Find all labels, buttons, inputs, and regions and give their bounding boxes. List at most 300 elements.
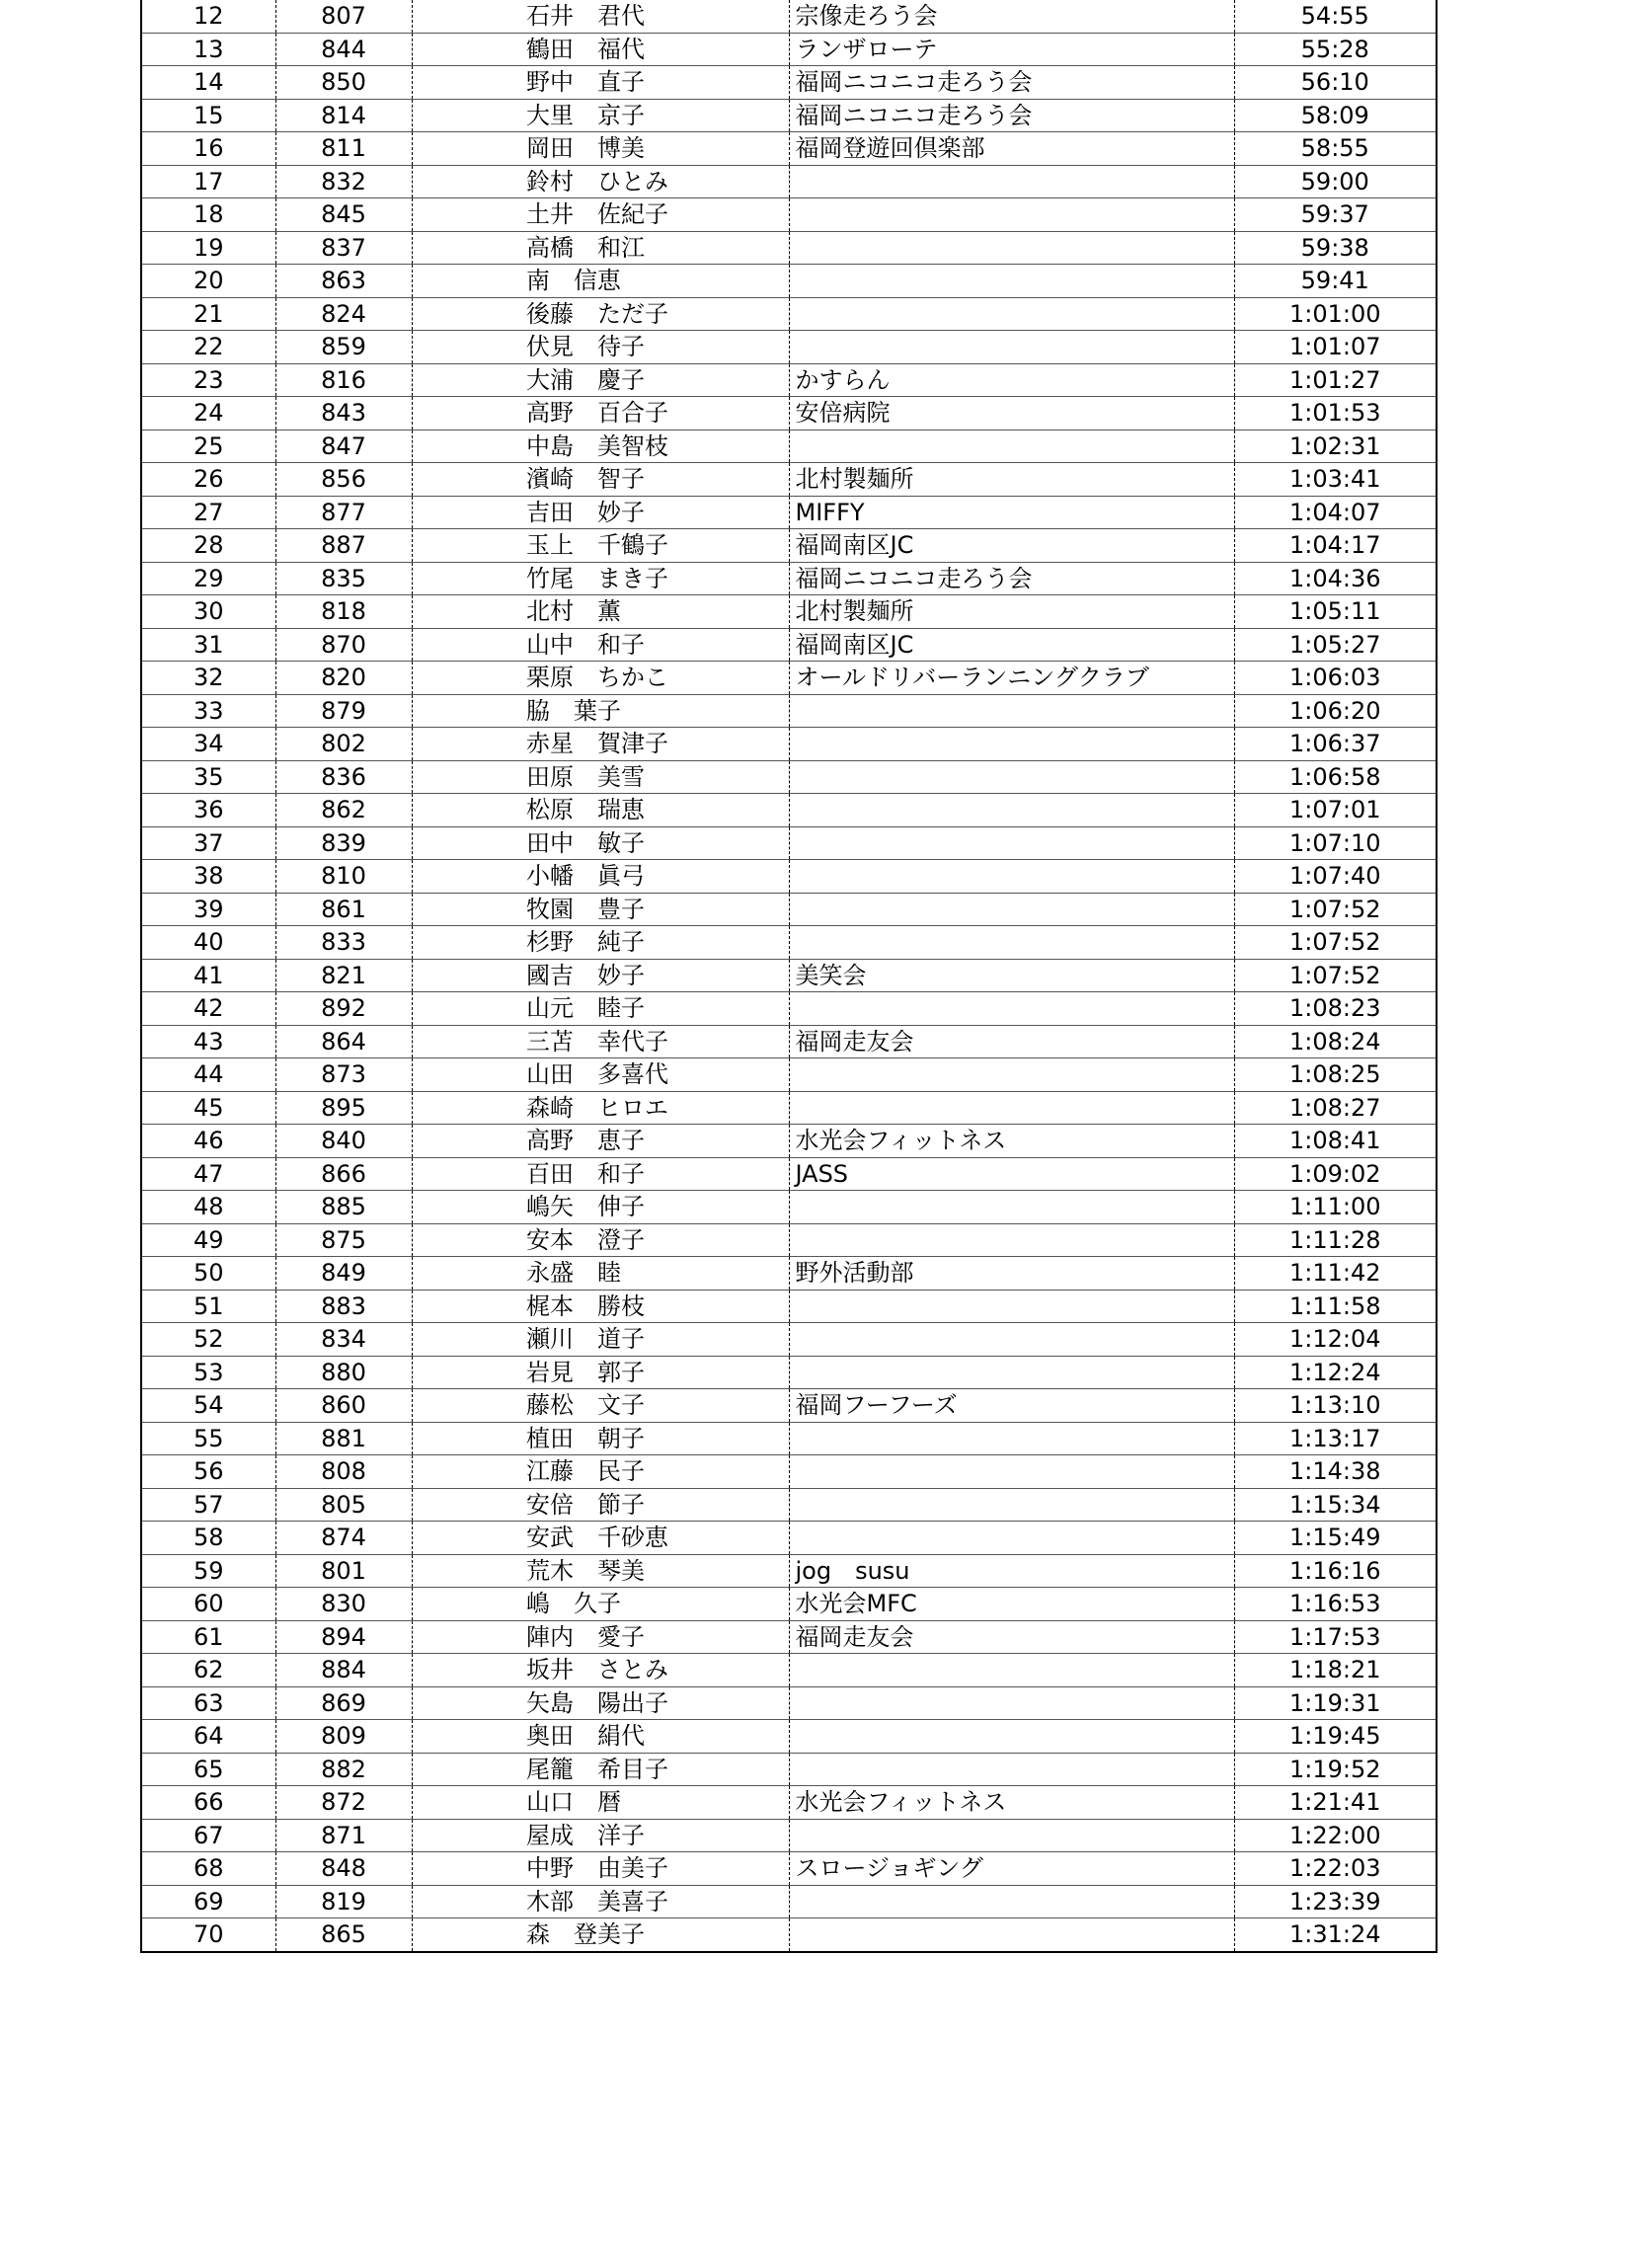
rank-cell: 42 — [141, 992, 275, 1026]
bib-number-cell: 892 — [275, 992, 412, 1026]
runner-name: 屋成 洋子 — [526, 1821, 645, 1849]
table-row — [141, 363, 1437, 397]
table-row — [141, 1356, 1437, 1389]
rank-cell: 55 — [141, 1422, 275, 1455]
runner-name-cell — [412, 1422, 789, 1455]
finish-time-cell: 1:15:49 — [1234, 1522, 1437, 1555]
rank-cell: 35 — [141, 760, 275, 794]
finish-time-cell: 1:12:04 — [1234, 1323, 1437, 1357]
table-row — [141, 595, 1437, 629]
club-cell: ランザローテ — [789, 33, 1234, 66]
runner-name: 北村 薫 — [526, 597, 621, 626]
club-cell — [789, 1819, 1234, 1852]
table-row — [141, 0, 1437, 33]
rank-cell: 56 — [141, 1455, 275, 1489]
finish-time-cell: 1:08:27 — [1234, 1091, 1437, 1125]
club-cell: 北村製麺所 — [789, 463, 1234, 497]
runner-name-cell — [412, 1620, 789, 1654]
runner-name-cell — [412, 1356, 789, 1389]
club-cell — [789, 1918, 1234, 1952]
runner-name-cell — [412, 926, 789, 960]
finish-time-cell: 1:08:24 — [1234, 1025, 1437, 1058]
bib-number-cell: 811 — [275, 132, 412, 166]
rank-cell: 57 — [141, 1488, 275, 1522]
bib-number-cell: 821 — [275, 959, 412, 992]
bib-number-cell: 880 — [275, 1356, 412, 1389]
rank-cell: 33 — [141, 694, 275, 728]
runner-name-cell — [412, 1654, 789, 1687]
runner-name-cell — [412, 860, 789, 894]
rank-cell: 47 — [141, 1157, 275, 1191]
finish-time-cell: 1:22:00 — [1234, 1819, 1437, 1852]
finish-time-cell: 1:31:24 — [1288, 1920, 1381, 1949]
runner-name-cell — [412, 1091, 789, 1125]
club-cell: 福岡ニコニコ走ろう会 — [789, 562, 1234, 595]
rank-cell: 16 — [141, 132, 275, 166]
rank-cell: 54 — [141, 1389, 275, 1423]
runner-name-cell — [412, 1720, 789, 1754]
table-row — [141, 1522, 1437, 1555]
finish-time-cell: 1:13:17 — [1234, 1422, 1437, 1455]
results-body — [141, 0, 1437, 1952]
results-table — [140, 0, 1438, 1953]
club-cell: 福岡走友会 — [789, 1620, 1234, 1654]
runner-name-cell — [412, 1753, 789, 1786]
rank-cell: 50 — [141, 1257, 275, 1290]
runner-name-cell — [412, 231, 789, 265]
runner-name: 野中 直子 — [526, 68, 645, 97]
runner-name: 江藤 民子 — [526, 1457, 645, 1486]
runner-name-cell — [412, 33, 789, 66]
table-row — [141, 628, 1437, 662]
bib-number-cell: 879 — [275, 694, 412, 728]
rank-cell: 12 — [141, 0, 275, 33]
runner-name-cell — [412, 893, 789, 926]
runner-name-cell — [412, 1455, 789, 1489]
runner-name-cell — [412, 66, 789, 100]
rank-cell: 30 — [141, 595, 275, 629]
rank-cell: 43 — [141, 1025, 275, 1058]
club-cell — [789, 231, 1234, 265]
runner-name: 岩見 郭子 — [526, 1358, 645, 1386]
bib-number-cell: 824 — [275, 297, 412, 331]
finish-time-cell: 1:07:52 — [1234, 926, 1437, 960]
bib-number-cell: 807 — [275, 0, 412, 33]
rank-cell: 34 — [141, 728, 275, 761]
table-row — [141, 397, 1437, 430]
table-row — [141, 198, 1437, 232]
club-cell — [789, 860, 1234, 894]
table-row — [141, 959, 1437, 992]
table-row — [141, 926, 1437, 960]
runner-name-cell — [412, 694, 789, 728]
runner-name-cell — [412, 1852, 789, 1886]
table-row — [141, 1918, 1437, 1952]
rank-cell: 69 — [141, 1885, 275, 1918]
table-row — [141, 1852, 1437, 1886]
rank-cell: 40 — [141, 926, 275, 960]
table-row — [141, 1223, 1437, 1257]
table-row — [141, 1819, 1437, 1852]
runner-name: 玉上 千鶴子 — [526, 531, 668, 560]
finish-time-cell: 1:03:41 — [1234, 463, 1437, 497]
bib-number-cell: 884 — [275, 1654, 412, 1687]
finish-time-cell: 54:55 — [1234, 0, 1437, 33]
runner-name: 高橋 和江 — [526, 233, 645, 262]
club-cell: JASS — [789, 1157, 1234, 1191]
bib-number-cell: 862 — [275, 794, 412, 827]
table-row — [141, 562, 1437, 595]
bib-number-cell: 865 — [275, 1918, 412, 1952]
bib-number-cell: 818 — [275, 595, 412, 629]
runner-name-cell — [412, 99, 789, 132]
table-row — [141, 331, 1437, 364]
rank-cell: 52 — [141, 1323, 275, 1357]
runner-name-cell — [412, 1554, 789, 1588]
club-cell — [789, 694, 1234, 728]
bib-number-cell: 835 — [275, 562, 412, 595]
runner-name-cell — [412, 1885, 789, 1918]
finish-time-cell: 1:07:52 — [1234, 893, 1437, 926]
rank-cell: 36 — [141, 794, 275, 827]
club-cell — [789, 794, 1234, 827]
finish-time-cell: 1:01:00 — [1234, 297, 1437, 331]
runner-name: 木部 美喜子 — [526, 1887, 668, 1916]
club-cell: 福岡ニコニコ走ろう会 — [789, 99, 1234, 132]
club-cell — [789, 1885, 1234, 1918]
table-row — [141, 1125, 1437, 1158]
runner-name-cell — [412, 1125, 789, 1158]
bib-number-cell: 805 — [275, 1488, 412, 1522]
bib-number-cell: 809 — [275, 1720, 412, 1754]
bib-number-cell: 834 — [275, 1323, 412, 1357]
rank-cell: 49 — [141, 1223, 275, 1257]
table-row — [141, 1025, 1437, 1058]
runner-name: 山元 睦子 — [526, 994, 645, 1023]
runner-name: 山田 多喜代 — [526, 1060, 668, 1089]
bib-number-cell: 856 — [275, 463, 412, 497]
finish-time-cell: 1:19:45 — [1234, 1720, 1437, 1754]
finish-time-cell: 56:10 — [1234, 66, 1437, 100]
bib-number-cell: 894 — [275, 1620, 412, 1654]
finish-time-cell: 1:11:58 — [1234, 1290, 1437, 1323]
runner-name: 栗原 ちかこ — [526, 664, 668, 692]
finish-time-cell: 1:06:20 — [1234, 694, 1437, 728]
runner-name-cell — [412, 0, 789, 33]
finish-time-cell: 1:04:17 — [1234, 529, 1437, 563]
club-cell — [789, 297, 1234, 331]
rank-cell: 60 — [141, 1588, 275, 1621]
runner-name: 坂井 さとみ — [526, 1656, 668, 1684]
runner-name-cell — [412, 628, 789, 662]
finish-time-cell: 1:11:00 — [1234, 1191, 1437, 1224]
table-row — [141, 694, 1437, 728]
bib-number-cell: 895 — [275, 1091, 412, 1125]
finish-time-cell: 59:37 — [1234, 198, 1437, 232]
bib-number-cell: 840 — [275, 1125, 412, 1158]
table-row — [141, 1323, 1437, 1357]
rank-cell: 17 — [141, 165, 275, 198]
table-row — [141, 1885, 1437, 1918]
club-cell: 水光会フィットネス — [789, 1786, 1234, 1820]
runner-name: 脇 葉子 — [526, 696, 621, 725]
table-row — [141, 529, 1437, 563]
finish-time-cell: 1:04:36 — [1234, 562, 1437, 595]
runner-name: 鶴田 福代 — [526, 35, 645, 63]
rank-cell: 20 — [141, 265, 275, 298]
finish-time-cell: 1:21:41 — [1234, 1786, 1437, 1820]
bib-number-cell: 808 — [275, 1455, 412, 1489]
club-cell — [789, 1058, 1234, 1092]
club-cell — [789, 430, 1234, 463]
finish-time-cell: 1:15:34 — [1234, 1488, 1437, 1522]
club-cell — [789, 1488, 1234, 1522]
club-cell — [789, 893, 1234, 926]
bib-number-cell: 845 — [275, 198, 412, 232]
finish-time-cell: 1:08:23 — [1234, 992, 1437, 1026]
club-cell — [789, 992, 1234, 1026]
finish-time-cell: 1:01:07 — [1234, 331, 1437, 364]
runner-name-cell — [412, 1488, 789, 1522]
runner-name: 石井 君代 — [526, 2, 645, 31]
table-row — [141, 893, 1437, 926]
finish-time-cell: 1:07:52 — [1234, 959, 1437, 992]
table-row — [141, 1455, 1437, 1489]
runner-name-cell — [412, 1257, 789, 1290]
finish-time-cell: 59:41 — [1234, 265, 1437, 298]
bib-number-cell: 820 — [275, 662, 412, 695]
table-row — [141, 1157, 1437, 1191]
runner-name-cell — [412, 132, 789, 166]
table-row — [141, 760, 1437, 794]
club-cell — [789, 1455, 1234, 1489]
runner-name: 鈴村 ひとみ — [526, 167, 668, 196]
runner-name-cell — [412, 1588, 789, 1621]
rank-cell: 21 — [141, 297, 275, 331]
runner-name-cell — [412, 959, 789, 992]
bib-number-cell: 810 — [275, 860, 412, 894]
runner-name: 大浦 慶子 — [526, 365, 645, 394]
bib-number-cell: 875 — [275, 1223, 412, 1257]
runner-name-cell — [412, 1819, 789, 1852]
finish-time-cell: 1:16:16 — [1234, 1554, 1437, 1588]
rank-cell: 65 — [141, 1753, 275, 1786]
rank-cell: 53 — [141, 1356, 275, 1389]
table-row — [141, 66, 1437, 100]
club-cell: jog susu — [789, 1554, 1234, 1588]
runner-name-cell — [412, 363, 789, 397]
finish-time-cell: 1:09:02 — [1234, 1157, 1437, 1191]
table-row — [141, 1257, 1437, 1290]
table-row — [141, 826, 1437, 860]
club-cell — [789, 1522, 1234, 1555]
runner-name-cell — [412, 1686, 789, 1720]
finish-time-cell: 1:01:27 — [1234, 363, 1437, 397]
table-row — [141, 1191, 1437, 1224]
runner-name: 山中 和子 — [526, 630, 645, 659]
runner-name: 吉田 妙子 — [526, 498, 645, 526]
table-row — [141, 728, 1437, 761]
bib-number-cell: 860 — [275, 1389, 412, 1423]
runner-name: 伏見 待子 — [526, 333, 645, 361]
table-row — [141, 1588, 1437, 1621]
runner-name: 松原 瑞恵 — [526, 796, 645, 824]
rank-cell: 58 — [141, 1522, 275, 1555]
club-cell — [789, 1753, 1234, 1786]
bib-number-cell: 859 — [275, 331, 412, 364]
club-cell: 水光会MFC — [789, 1588, 1234, 1621]
club-cell — [789, 728, 1234, 761]
bib-number-cell: 849 — [275, 1257, 412, 1290]
rank-cell: 26 — [141, 463, 275, 497]
table-row — [141, 231, 1437, 265]
runner-name-cell — [412, 1323, 789, 1357]
table-row — [141, 1290, 1437, 1323]
bib-number-cell: 871 — [275, 1819, 412, 1852]
rank-cell: 28 — [141, 529, 275, 563]
rank-cell: 25 — [141, 430, 275, 463]
runner-name: 安武 千砂恵 — [526, 1524, 668, 1552]
bib-number-cell: 836 — [275, 760, 412, 794]
table-row — [141, 992, 1437, 1026]
club-cell — [789, 1223, 1234, 1257]
runner-name: 中野 由美子 — [526, 1854, 668, 1883]
runner-name: 小幡 眞弓 — [526, 862, 645, 891]
rank-cell: 19 — [141, 231, 275, 265]
bib-number-cell: 872 — [275, 1786, 412, 1820]
bib-number-cell: 847 — [275, 430, 412, 463]
bib-number-cell: 833 — [275, 926, 412, 960]
finish-time-cell: 1:13:10 — [1234, 1389, 1437, 1423]
rank-cell: 29 — [141, 562, 275, 595]
bib-number-cell: 866 — [275, 1157, 412, 1191]
finish-time-cell: 58:55 — [1234, 132, 1437, 166]
runner-name-cell — [412, 1290, 789, 1323]
rank-cell: 32 — [141, 662, 275, 695]
runner-name: 矢島 陽出子 — [526, 1688, 668, 1717]
runner-name-cell — [412, 794, 789, 827]
table-row — [141, 1753, 1437, 1786]
rank-cell: 64 — [141, 1720, 275, 1754]
finish-time-cell: 1:05:11 — [1234, 595, 1437, 629]
runner-name-cell — [412, 1223, 789, 1257]
finish-time-cell: 1:19:52 — [1234, 1753, 1437, 1786]
rank-cell: 51 — [141, 1290, 275, 1323]
bib-number-cell: 882 — [275, 1753, 412, 1786]
table-row — [141, 1554, 1437, 1588]
club-cell — [789, 1654, 1234, 1687]
club-cell: 安倍病院 — [789, 397, 1234, 430]
club-cell — [789, 1191, 1234, 1224]
runner-name: 牧園 豊子 — [526, 895, 645, 923]
rank-cell: 13 — [141, 33, 275, 66]
rank-cell: 68 — [141, 1852, 275, 1886]
rank-cell: 23 — [141, 363, 275, 397]
table-row — [141, 33, 1437, 66]
rank-cell: 18 — [141, 198, 275, 232]
runner-name: 赤星 賀津子 — [526, 730, 668, 758]
bib-number-cell: 816 — [275, 363, 412, 397]
bib-number-cell: 832 — [275, 165, 412, 198]
runner-name-cell — [412, 297, 789, 331]
runner-name-cell — [412, 728, 789, 761]
runner-name: 安本 澄子 — [526, 1225, 645, 1254]
club-cell — [789, 265, 1234, 298]
rank-cell: 22 — [141, 331, 275, 364]
bib-number-cell: 837 — [275, 231, 412, 265]
table-row — [141, 165, 1437, 198]
bib-number-cell: 877 — [275, 496, 412, 529]
club-cell: 福岡登遊回倶楽部 — [789, 132, 1234, 166]
finish-time-cell: 59:38 — [1234, 231, 1437, 265]
bib-number-cell: 830 — [275, 1588, 412, 1621]
club-cell: 美笑会 — [789, 959, 1234, 992]
table-row — [141, 496, 1437, 529]
club-cell — [789, 1290, 1234, 1323]
runner-name: 奥田 絹代 — [526, 1722, 645, 1751]
runner-name: 藤松 文子 — [526, 1391, 645, 1420]
bib-number-cell: 873 — [275, 1058, 412, 1092]
rank-cell: 48 — [141, 1191, 275, 1224]
finish-time-cell: 1:11:42 — [1234, 1257, 1437, 1290]
rank-cell: 37 — [141, 826, 275, 860]
table-row — [141, 430, 1437, 463]
table-row — [141, 794, 1437, 827]
runner-name-cell — [412, 1025, 789, 1058]
bib-number-cell: 819 — [275, 1885, 412, 1918]
finish-time-cell: 1:06:58 — [1234, 760, 1437, 794]
bib-number-cell: 874 — [275, 1522, 412, 1555]
club-cell — [789, 926, 1234, 960]
table-row — [141, 265, 1437, 298]
club-cell: 野外活動部 — [789, 1257, 1234, 1290]
club-cell — [789, 1356, 1234, 1389]
finish-time-cell: 1:01:53 — [1234, 397, 1437, 430]
finish-time-cell: 59:00 — [1234, 165, 1437, 198]
finish-time-cell: 1:23:39 — [1234, 1885, 1437, 1918]
rank-cell: 44 — [141, 1058, 275, 1092]
club-cell — [789, 826, 1234, 860]
runner-name-cell — [412, 198, 789, 232]
table-row — [141, 1620, 1437, 1654]
runner-name-cell — [412, 1058, 789, 1092]
club-cell — [789, 1091, 1234, 1125]
runner-name: 中島 美智枝 — [526, 431, 668, 460]
finish-time-cell: 1:02:31 — [1234, 430, 1437, 463]
runner-name: 田中 敏子 — [526, 828, 645, 857]
table-row — [141, 860, 1437, 894]
finish-time-cell: 1:07:10 — [1234, 826, 1437, 860]
runner-name-cell — [412, 760, 789, 794]
table-row — [141, 1422, 1437, 1455]
runner-name-cell — [412, 265, 789, 298]
runner-name: 山口 暦 — [526, 1788, 621, 1817]
finish-time-cell: 1:19:31 — [1234, 1686, 1437, 1720]
rank-cell: 59 — [141, 1554, 275, 1588]
runner-name: 高野 百合子 — [526, 399, 668, 428]
runner-name: 森 登美子 — [526, 1920, 645, 1949]
bib-number-cell: 883 — [275, 1290, 412, 1323]
bib-number-cell: 801 — [275, 1554, 412, 1588]
table-row — [141, 662, 1437, 695]
bib-number-cell: 802 — [275, 728, 412, 761]
bib-number-cell: 839 — [275, 826, 412, 860]
runner-name: 岡田 博美 — [526, 134, 645, 163]
rank-cell: 46 — [141, 1125, 275, 1158]
bib-number-cell: 863 — [275, 265, 412, 298]
runner-name: 梶本 勝枝 — [526, 1291, 645, 1320]
bib-number-cell: 864 — [275, 1025, 412, 1058]
